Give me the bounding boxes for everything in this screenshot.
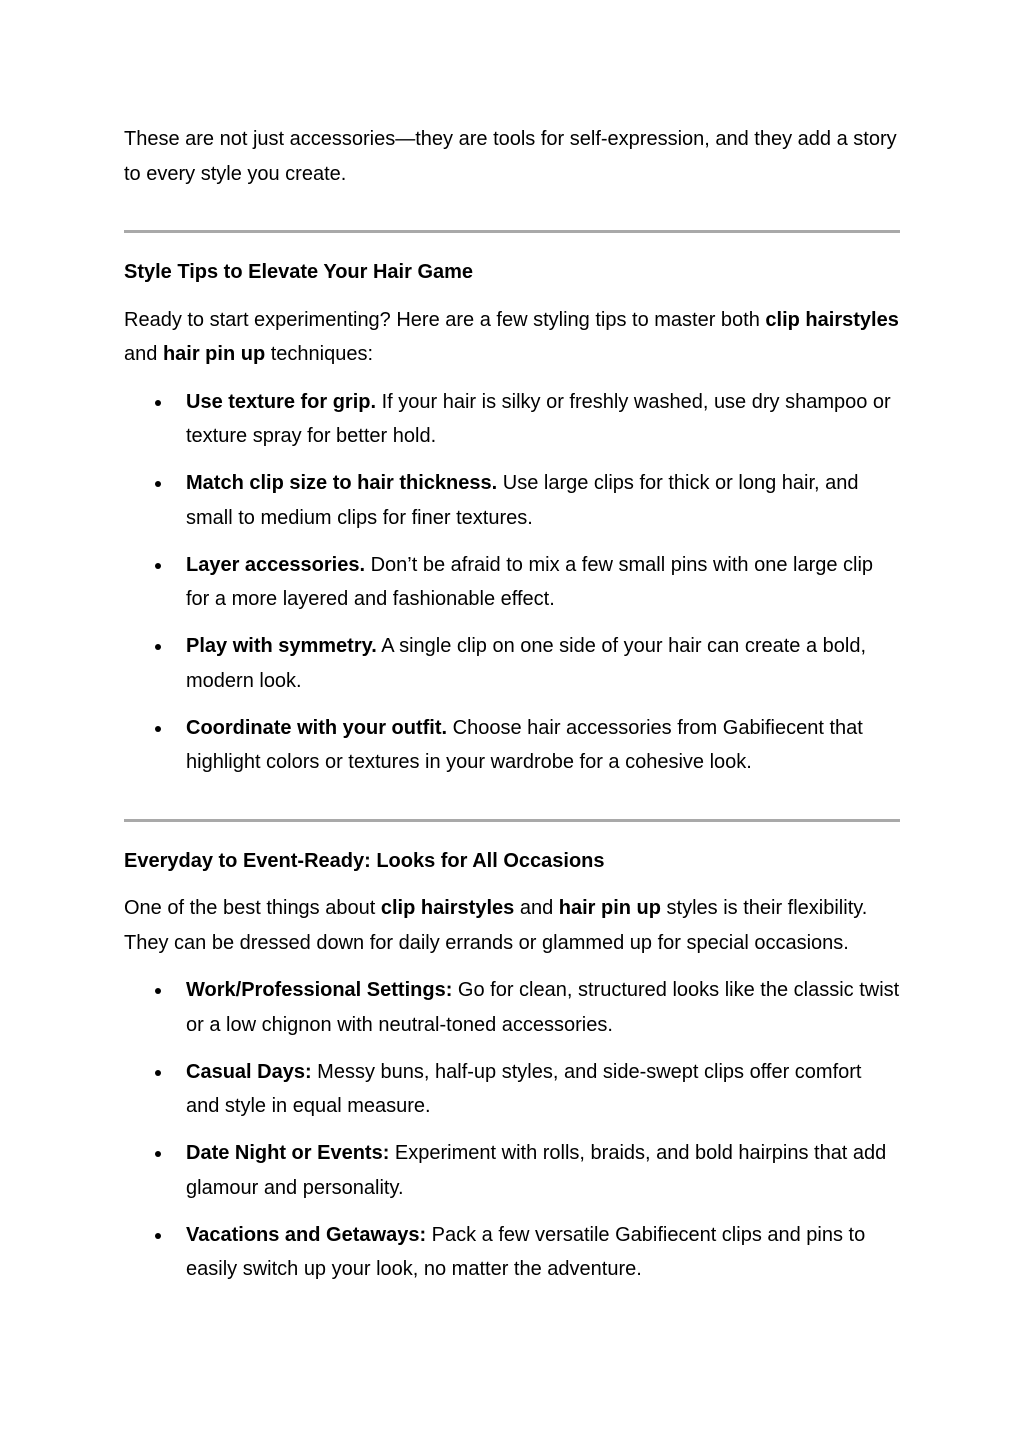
lead-bold-term: clip hairstyles (765, 308, 899, 331)
occasions-lead-paragraph (124, 891, 900, 960)
occasions-list (124, 973, 900, 1287)
bullet-icon (155, 563, 161, 569)
list-item (124, 466, 900, 535)
lead-bold-term: hair pin up (162, 343, 266, 365)
lead-text: Ready to start experimenting? Here are a few styling tips to master both (124, 308, 766, 331)
list-item-text: Go for clean, structured looks like the classic twist or a low chignon with neutral-toned accessories. (186, 979, 900, 1036)
lead-bold-term: clip hairstyles (380, 897, 515, 919)
list-item-title: Layer accessories. (186, 553, 366, 576)
list-item-text: Messy buns, half-up styles, and side-swept clips offer comfort and style in equal measure. (186, 1060, 862, 1117)
list-item (124, 711, 900, 780)
list-item-text: If your hair is silky or freshly washed, use dry shampoo or texture spray for better hold. (186, 390, 891, 447)
list-item (124, 1136, 900, 1205)
bullet-icon (155, 481, 161, 487)
bullet-icon (155, 644, 161, 650)
list-item-text: Don’t be afraid to mix a few small pins with one large clip for a more layered and fashionable effect. (186, 553, 874, 610)
lead-text: One of the best things about (124, 897, 381, 919)
list-item (124, 548, 900, 617)
list-item-text: Choose hair accessories from Gabifiecent that highlight colors or textures in your wardrobe for a cohesive look. (186, 716, 863, 773)
list-item-text: Pack a few versatile Gabifiecent clips and pins to easily switch up your look, no matter the adventure. (186, 1223, 866, 1280)
list-item-title: Match clip size to hair thickness. (186, 472, 498, 494)
list-item-title: Work/Professional Settings: (186, 979, 453, 1001)
bullet-icon (155, 1233, 161, 1239)
lead-text: and (514, 897, 559, 919)
lead-text: styles is their flexibility. They can be dressed down for daily errands or glammed up for special occasions. (124, 897, 868, 954)
section-divider (124, 819, 900, 822)
list-item-title: Use texture for grip. (186, 390, 377, 413)
list-item (124, 973, 900, 1042)
bullet-icon (155, 726, 161, 732)
lead-text: and (124, 343, 163, 365)
bullet-icon (155, 988, 161, 994)
section-heading-style-tips: Style Tips to Elevate Your Hair Game (124, 261, 474, 283)
bullet-icon (155, 1070, 161, 1076)
list-item (124, 629, 900, 698)
lead-text: techniques: (265, 343, 374, 365)
list-item-title: Date Night or Events: (186, 1142, 390, 1164)
list-item-title: Casual Days: (186, 1060, 312, 1083)
list-item (124, 385, 900, 454)
style-tips-list (124, 385, 900, 780)
bullet-icon (155, 400, 161, 406)
list-item-text: Use large clips for thick or long hair, and small to medium clips for finer textures. (186, 472, 859, 529)
list-item-text: A single clip on one side of your hair can create a bold, modern look. (186, 635, 867, 692)
list-item (124, 1218, 900, 1287)
style-tips-lead-paragraph (124, 303, 900, 372)
list-item-text: Experiment with rolls, braids, and bold hairpins that add glamour and personality. (186, 1142, 887, 1199)
list-item-title: Play with symmetry. (186, 635, 377, 657)
list-item-title: Vacations and Getaways: (186, 1223, 427, 1246)
list-item-title: Coordinate with your outfit. (186, 716, 448, 739)
document-page (124, 120, 900, 1299)
lead-bold-term: hair pin up (558, 897, 661, 919)
list-item (124, 1055, 900, 1124)
bullet-icon (155, 1151, 161, 1157)
intro-paragraph: These are not just accessories—they are tools for self-expression, and they add a story to every style you create. (124, 128, 897, 185)
section-heading-occasions: Everyday to Event-Ready: Looks for All Occasions (124, 849, 605, 872)
section-divider (124, 230, 900, 233)
